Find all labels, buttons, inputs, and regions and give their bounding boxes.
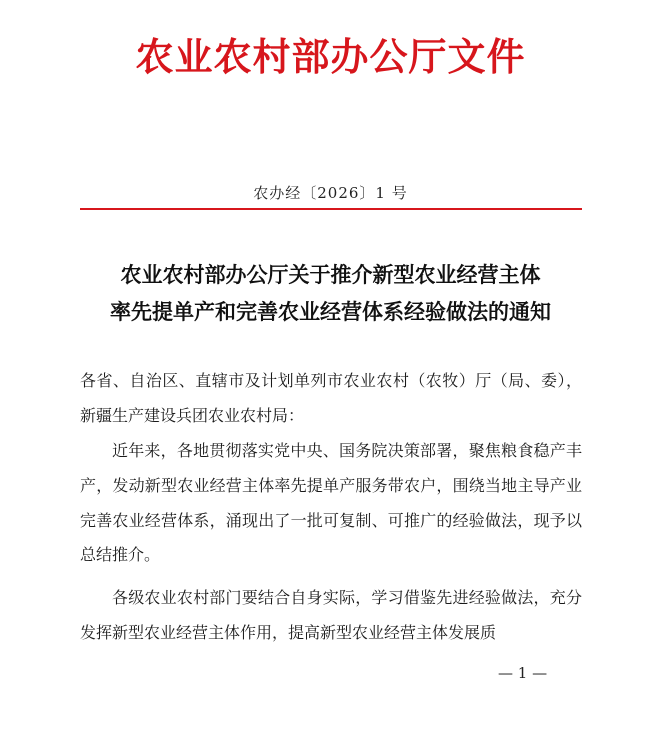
body-paragraph-2: 各级农业农村部门要结合自身实际，学习借鉴先进经验做法，充分发挥新型农业经营主体作用，提高新型农业经营主体发展质 [80,588,582,643]
document-number: 农办经〔2026〕1 号 [253,184,408,202]
page-number: — 1 — [498,664,548,682]
masthead-title: 农业农村部办公厅文件 [135,34,526,79]
addressee: 各省、自治区、直辖市及计划单列市农业农村（农牧）厅（局、委），新疆生产建设兵团农业农村局： [80,371,582,425]
title-line-1: 农业农村部办公厅关于推介新型农业经营主体 [120,262,541,287]
red-divider-line [80,208,582,210]
document-body [80,364,582,651]
title-line-2: 率先提单产和完善农业经营体系经验做法的通知 [110,299,551,325]
document-title [0,256,661,331]
body-paragraph-1: 近年来，各地贯彻落实党中央、国务院决策部署，聚焦粮食稳产丰产，发动新型农业经营主体率先提单产服务带农户，围绕当地主导产业完善农业经营体系，涌现出了一批可复制、可推广的经验做法，现予以总结推介。 [80,440,582,565]
